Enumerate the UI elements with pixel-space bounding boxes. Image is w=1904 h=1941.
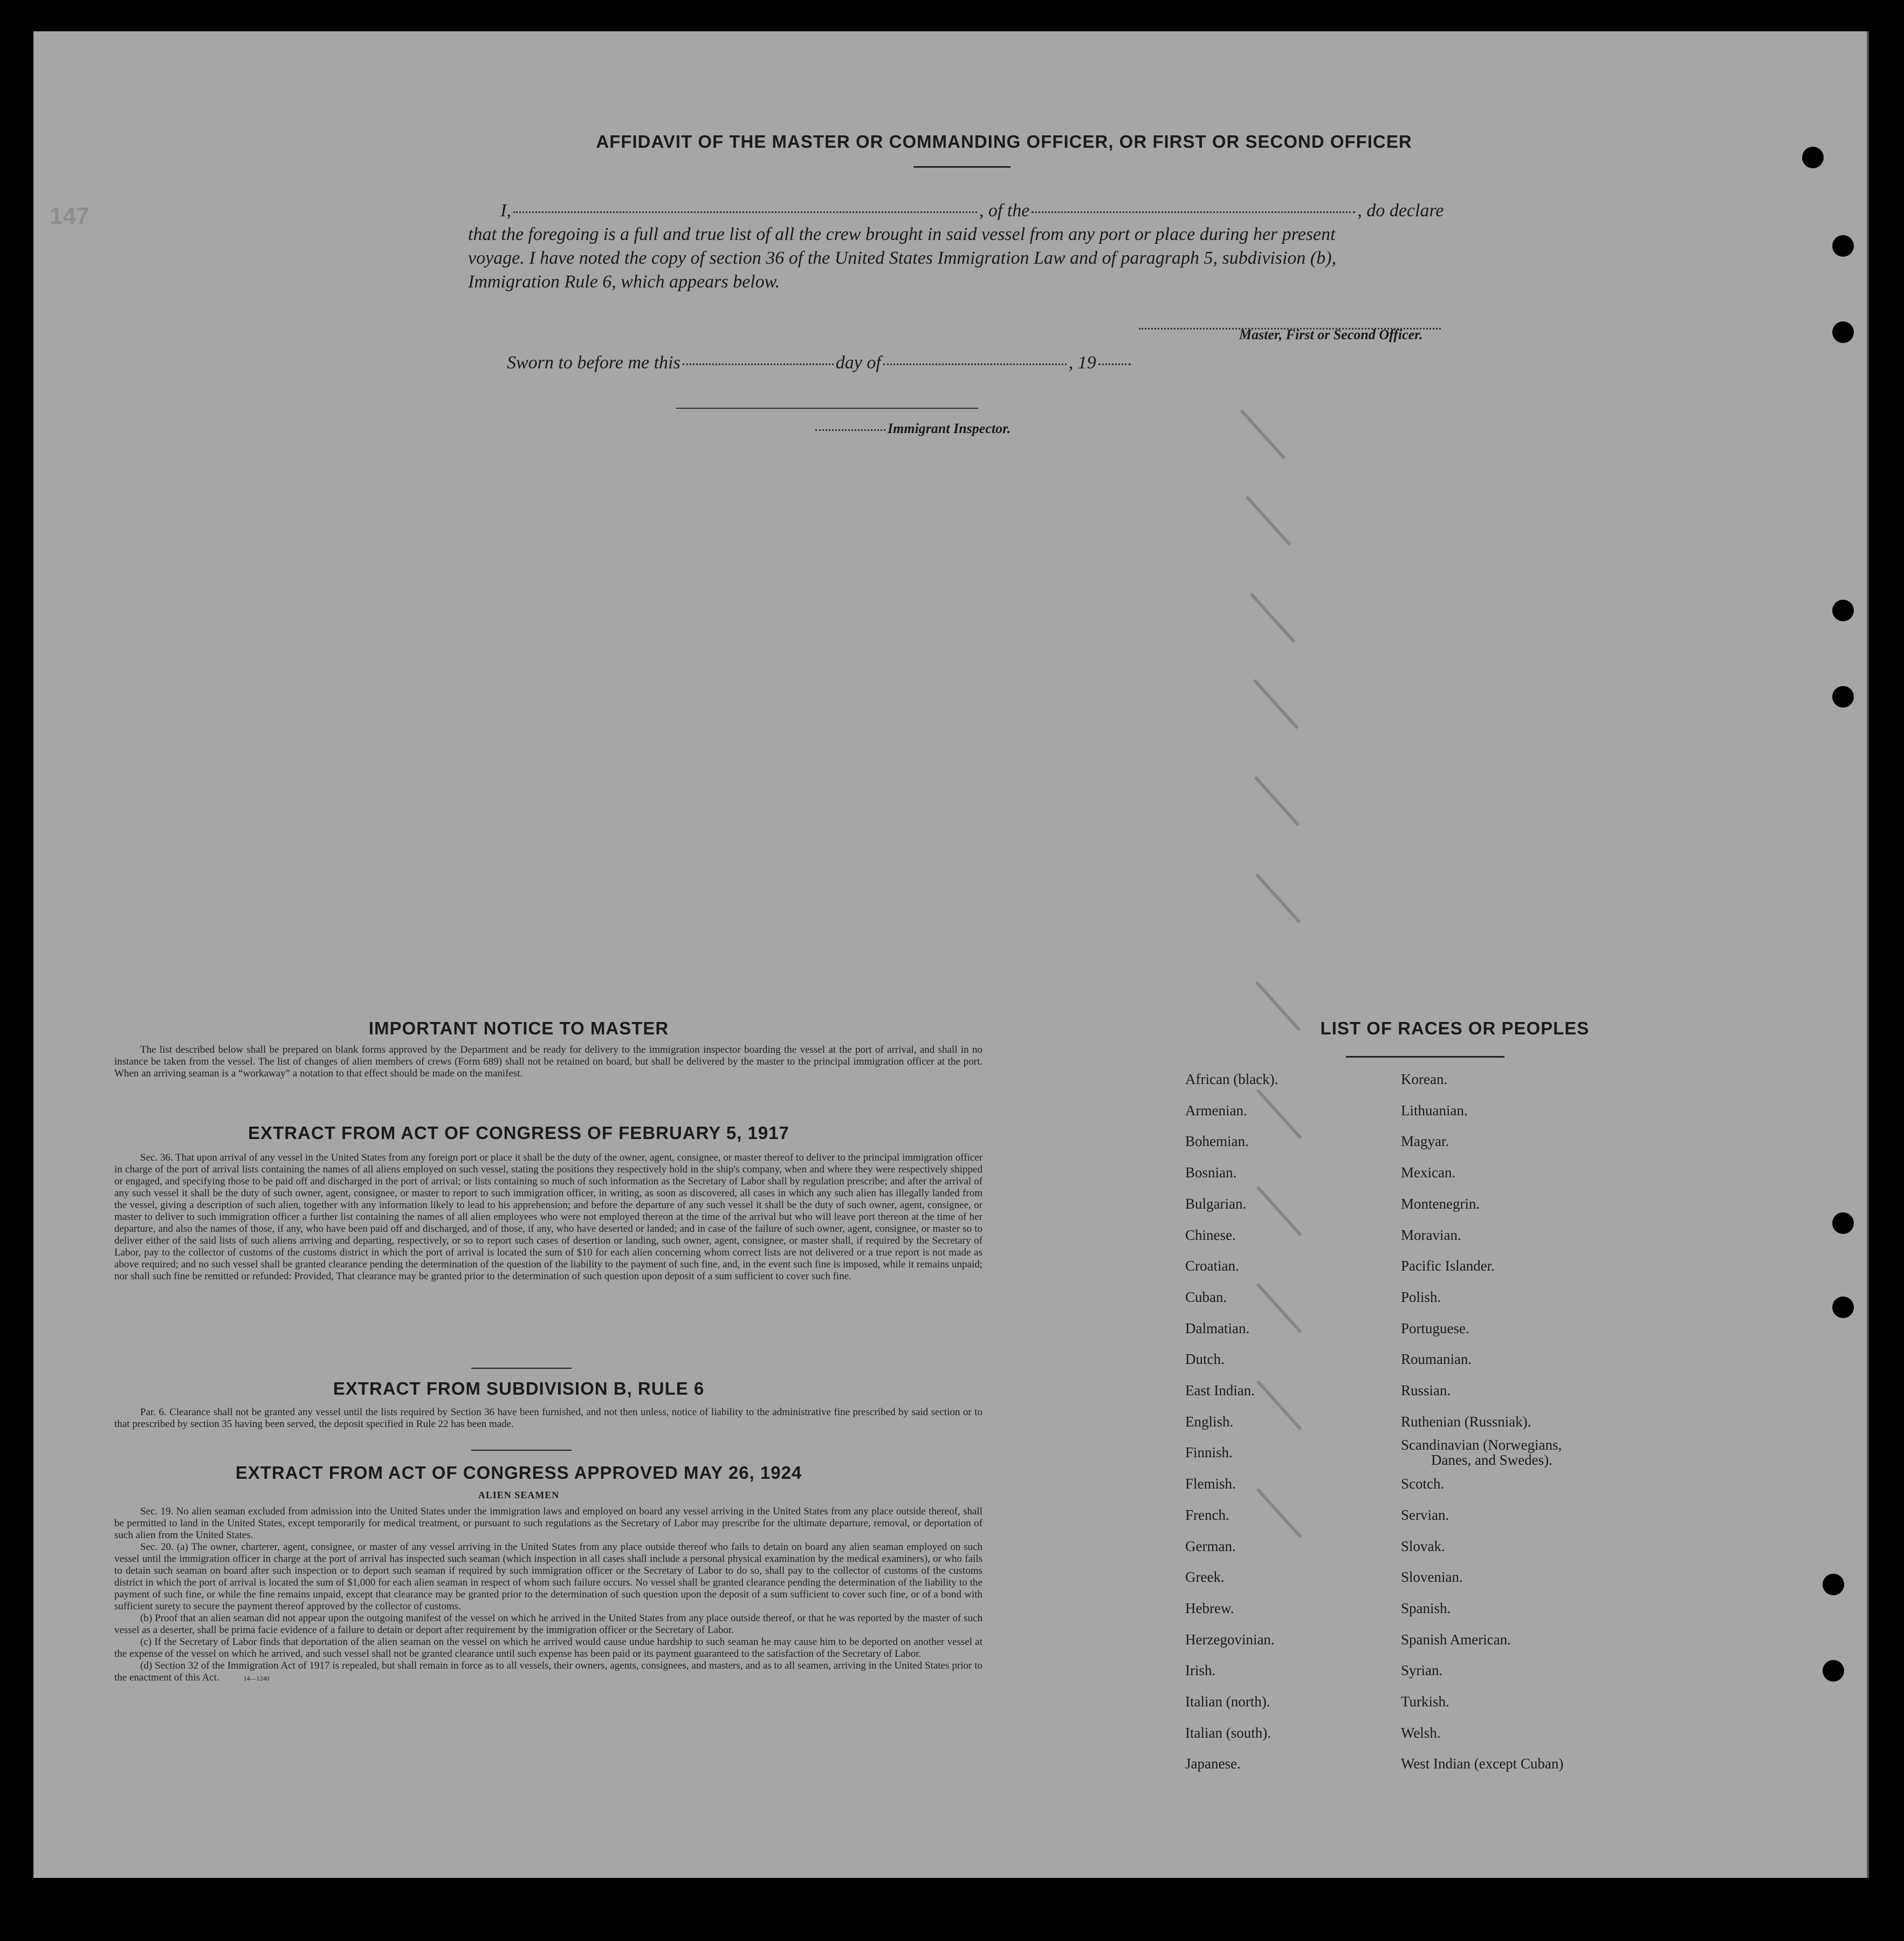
- pencil-mark: [1256, 1380, 1302, 1430]
- extract-1917-title: EXTRACT FROM ACT OF CONGRESS OF FEBRUARY 5, 1917: [248, 1123, 789, 1143]
- extract-1924-title: EXTRACT FROM ACT OF CONGRESS APPROVED MAY 26, 1924: [235, 1463, 802, 1483]
- race-item: Slovak.: [1401, 1538, 1445, 1554]
- race-item: Korean.: [1401, 1071, 1448, 1087]
- notice-text: The list described below shall be prepared on blank forms approved by the Department and be ready for delivery to the immigration inspector boarding the vessel at the port of arrival, and shall in no instance be taken from the vessel. The list of changes of alien members of crews (Form 689) shall not be retained on board, but shall be delivered by the master to the principal immigration officer at the port. When an arriving seaman is a “workaway” a notation to that effect should be made on the manifest.: [114, 1044, 982, 1079]
- race-item: Chinese.: [1185, 1226, 1236, 1243]
- race-item: Pacific Islander.: [1401, 1258, 1495, 1274]
- race-item: Ruthenian (Russniak).: [1401, 1413, 1531, 1430]
- race-item: Dalmatian.: [1185, 1320, 1250, 1336]
- race-item: Armenian.: [1185, 1102, 1247, 1119]
- master-signature-label: Master, First or Second Officer.: [1239, 327, 1423, 342]
- race-item: Polish.: [1401, 1288, 1441, 1305]
- race-item: Finnish.: [1185, 1444, 1233, 1461]
- section-rule: [471, 1368, 572, 1369]
- extract-rule6-text: Par. 6. Clearance shall not be granted any vessel until the lists required by Section 36 have been furnished, and not then unless, notice of liability to the administrative fine prescribed by said section or to that prescribed by section 35 having been served, the deposit specified in Rule 22 has been made.: [114, 1407, 982, 1430]
- binder-hole: [1832, 235, 1854, 257]
- race-item: Lithuanian.: [1401, 1102, 1468, 1119]
- race-item: Greek.: [1185, 1569, 1225, 1586]
- name-field[interactable]: [513, 211, 977, 213]
- pencil-mark: [1246, 496, 1291, 546]
- document-page: [33, 31, 1869, 1878]
- race-item: Bohemian.: [1185, 1133, 1249, 1150]
- extract-1917-text: Sec. 36. That upon arrival of any vessel in the United States from any foreign port or place it shall be the duty of the owner, agent, consignee, or master thereof to deliver to the principal immigration officer in charge of the port of arrival lists containing the names of all aliens employed on such vessel, stating the positions they respectively hold in the ship's company, when and where they were respectively shipped or engaged, and specifying those to be paid off and discharged in the port of arrival; or lists containing so much of such information as the Secretary of Labor shall by regulation prescribe; and after the arrival of any such vessel it shall be the duty of such owner, agent, consignee, or master to report to such immigration officer, in writing, as soon as discovered, all cases in which any such alien has illegally landed from the vessel, giving a description of such alien, together with any information likely to lead to his apprehension; and before the departure of any such vessel it shall be the duty of such owner, agent, consignee, or master to deliver to such immigration officer a further list containing the names of all alien employees who were not employed thereon at the time of the arrival but who will leave port thereon at the time of her departure, and also the names of those, if any, who have been paid off and discharged, and of those, if any, who have deserted or landed; and in case of the failure of such owner, agent, consignee, or master so to deliver either of the said lists of such aliens arriving and departing, respectively, or so to report such cases of desertion or landing, such owner, agent, consignee, or master shall, if required by the Secretary of Labor, pay to the collector of customs of the customs district in which the port of arrival is located the sum of $10 for each alien concerning whom correct lists are not delivered or a true report is not made as above required; and no such vessel shall be granted clearance pending the determination of the question of the liability to the payment of such fine, and, in the event such fine is imposed, while it remains unpaid; nor shall such fine be remitted or refunded: Provided, That clearance may be granted prior to the determination of such question upon deposit of a sum sufficient to cover such fine.: [114, 1152, 982, 1282]
- extract-1924-text: Sec. 19. No alien seaman excluded from admission into the United States under the immigration laws and employed on board any vessel arriving in the United States from any place outside thereof, shall be permitted to land in the United States, except temporarily for medical treatment, or pursuant to such regulations as the Secretary of Labor may prescribe for the ultimate departure, removal, or deportation of such alien from the United States. Sec. 20. (a) The owner, charterer, agent, consignee, or master of any vessel arriving in the United States from any place outside thereof who fails to detain on board any alien seaman employed on such vessel until the immigration officer in charge at the port of arrival has inspected such seaman (which inspection in all cases shall include a personal physical examination by the medical examiners), or who fails to detain such seaman on board after such inspection or to deport such seaman if required by such immigration officer or the Secretary of Labor to do so, shall pay to the collector of customs of the customs district in which the port of arrival is located the sum of $1,000 for each alien seaman in respect of whom such failure occurs. No vessel shall be granted clearance pending the determination of the liability to the payment of such fine, or while the fine remains unpaid, except that clearance may be granted prior to the determination of such question upon the deposit of a sum sufficient to cover such fine, or of a bond with sufficient surety to secure the payment thereof approved by the collector of customs. (b) Proof that an alien seaman did not appear upon the outgoing manifest of the vessel on which he arrived in the United States from any place outside thereof, or that he was reported by the master of such vessel as a deserter, shall be prima facie evidence of a failure to detain or deport after requirement by the immigration officer or the Secretary of Labor. (c) If the Secretary of Labor finds that deportation of the alien seaman on the vessel on which he arrived would cause undue hardship to such seaman he may cause him to be deported on another vessel at the expense of the vessel on which he arrived, and such vessel shall not be granted clearance until such expense has been paid or its payment guaranteed to the satisfaction of the Secretary of Labor. (d) Section 32 of the Immigration Act of 1917 is repealed, but shall remain in force as to all vessels, their owners, agents, consignees, and masters, and as to all seamen, arriving in the United States prior to the enactment of this Act. 14—1240: [114, 1506, 982, 1683]
- binder-hole: [1832, 321, 1854, 343]
- race-item: Flemish.: [1185, 1476, 1236, 1492]
- race-item: Turkish.: [1401, 1693, 1449, 1710]
- binder-hole: [1802, 147, 1824, 168]
- sworn-day-field[interactable]: [683, 363, 834, 365]
- pencil-mark: [1255, 873, 1301, 923]
- affidavit-line-2: that the foregoing is a full and true list of all the crew brought in said vessel from any port or place during her present: [468, 224, 1336, 244]
- binder-hole: [1832, 686, 1854, 708]
- affidavit-title: AFFIDAVIT OF THE MASTER OR COMMANDING OFFICER, OR FIRST OR SECOND OFFICER: [596, 132, 1412, 152]
- race-item: Japanese.: [1185, 1755, 1241, 1772]
- races-title: LIST OF RACES OR PEOPLES: [1320, 1018, 1590, 1038]
- binder-hole: [1832, 1297, 1854, 1318]
- pencil-mark: [1256, 1089, 1302, 1139]
- sworn-year-field[interactable]: [1098, 363, 1131, 365]
- race-item: Welsh.: [1401, 1724, 1441, 1741]
- race-item: African (black).: [1185, 1071, 1279, 1087]
- race-item: West Indian (except Cuban): [1401, 1755, 1564, 1772]
- race-item: Croatian.: [1185, 1258, 1239, 1274]
- race-item: Hebrew.: [1185, 1600, 1234, 1616]
- race-item: Herzegovinian.: [1185, 1631, 1275, 1648]
- section-rule: [471, 1450, 572, 1451]
- pencil-mark: [1250, 593, 1296, 643]
- race-item: Cuban.: [1185, 1288, 1227, 1305]
- race-item: Bosnian.: [1185, 1164, 1237, 1181]
- binder-hole: [1823, 1660, 1844, 1682]
- pencil-mark: [1253, 679, 1299, 729]
- pencil-mark: [1240, 409, 1286, 459]
- affidavit-line-1: I, , of the , do declare: [500, 201, 1444, 221]
- affidavit-line-3: voyage. I have noted the copy of section 36 of the United States Immigration Law and of paragraph 5, subdivision (b),: [468, 248, 1337, 268]
- race-item: German.: [1185, 1538, 1236, 1554]
- race-item: French.: [1185, 1506, 1229, 1523]
- race-item: Italian (south).: [1185, 1724, 1271, 1741]
- race-item: Syrian.: [1401, 1662, 1443, 1679]
- race-item: English.: [1185, 1413, 1234, 1430]
- race-item: Spanish.: [1401, 1600, 1451, 1616]
- binder-hole: [1823, 1574, 1844, 1595]
- race-item: Portuguese.: [1401, 1320, 1469, 1336]
- sworn-line: Sworn to before me this day of , 19: [507, 353, 1133, 373]
- race-item: Dutch.: [1185, 1351, 1225, 1368]
- pencil-mark: [1254, 776, 1300, 826]
- race-item: Slovenian.: [1401, 1569, 1463, 1586]
- race-item: Mexican.: [1401, 1164, 1456, 1181]
- race-item: Montenegrin.: [1401, 1195, 1480, 1212]
- sworn-month-field[interactable]: [883, 363, 1067, 365]
- race-item-continued: Danes, and Swedes).: [1431, 1452, 1552, 1468]
- binder-hole: [1832, 600, 1854, 621]
- pencil-mark: [1256, 1488, 1302, 1538]
- race-item: Servian.: [1401, 1506, 1449, 1523]
- title-rule: [913, 166, 1011, 168]
- form-number: 14—1240: [243, 1675, 270, 1682]
- notice-title: IMPORTANT NOTICE TO MASTER: [368, 1018, 669, 1038]
- race-item: Spanish American.: [1401, 1631, 1511, 1648]
- race-item: Moravian.: [1401, 1226, 1461, 1243]
- pencil-mark: [1256, 1283, 1302, 1333]
- race-item: Russian.: [1401, 1382, 1451, 1398]
- title-rule: [1346, 1056, 1504, 1058]
- binder-hole: [1832, 1212, 1854, 1234]
- vessel-field[interactable]: [1032, 211, 1355, 213]
- affidavit-line-4: Immigration Rule 6, which appears below.: [468, 272, 780, 292]
- alien-seamen-subtitle: ALIEN SEAMEN: [478, 1490, 560, 1500]
- race-item: Scotch.: [1401, 1476, 1445, 1492]
- extract-rule6-title: EXTRACT FROM SUBDIVISION B, RULE 6: [333, 1378, 705, 1398]
- inspector-label: Immigrant Inspector.: [813, 421, 1011, 437]
- margin-mark: 147: [50, 203, 90, 229]
- race-item: Scandinavian (Norwegians,: [1401, 1437, 1562, 1453]
- race-item: Bulgarian.: [1185, 1195, 1247, 1212]
- race-item: Magyar.: [1401, 1133, 1449, 1150]
- pencil-mark: [1256, 1186, 1302, 1236]
- inspector-signature-line[interactable]: [676, 408, 978, 409]
- race-item: East Indian.: [1185, 1382, 1255, 1398]
- race-item: Roumanian.: [1401, 1351, 1472, 1368]
- race-item: Italian (north).: [1185, 1693, 1270, 1710]
- race-item: Irish.: [1185, 1662, 1216, 1679]
